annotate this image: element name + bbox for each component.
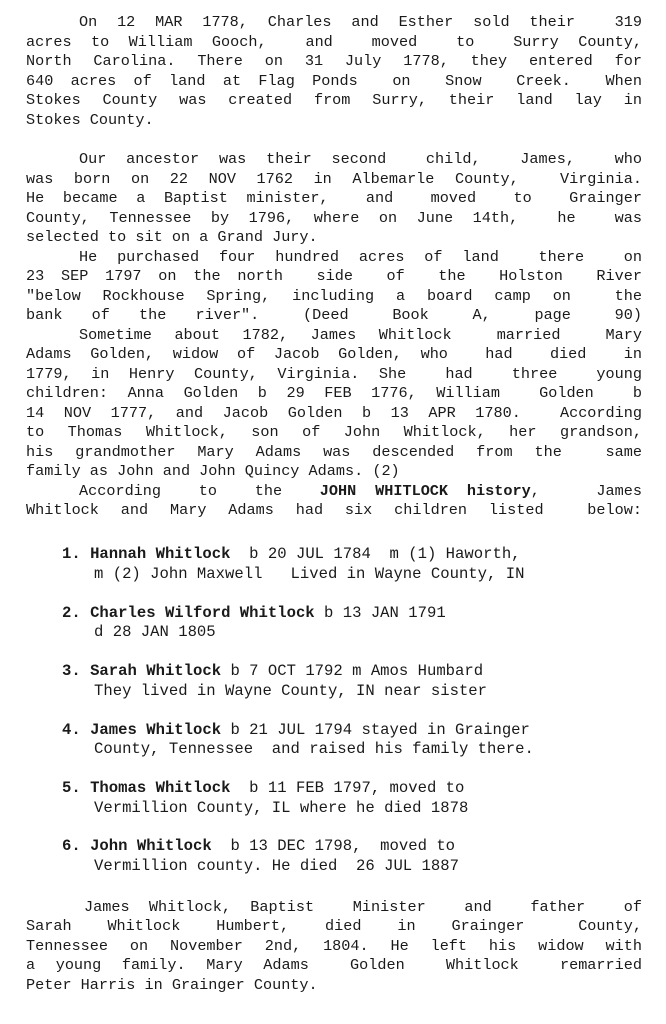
text-line: North Carolina. There on 31 July 1778, they entered for bbox=[26, 52, 642, 70]
child-name: Hannah Whitlock bbox=[90, 545, 231, 563]
text-line: a young family. Mary Adams Golden Whitlock remarried bbox=[26, 956, 642, 974]
text-line: to Thomas Whitlock, son of John Whitlock, her grandson, bbox=[26, 423, 642, 441]
text-line: 23 SEP 1797 on the north side of the Holston River bbox=[26, 267, 642, 285]
text-line: Our ancestor was their second child, James, who bbox=[79, 150, 642, 168]
child-details: b 13 DEC 1798, moved to bbox=[211, 837, 456, 855]
text-line: "below Rockhouse Spring, including a board camp on the bbox=[26, 287, 642, 305]
list-item-line bbox=[62, 721, 622, 741]
child-details: b 7 OCT 1792 m Amos Humbard bbox=[221, 662, 484, 680]
text-line bbox=[79, 482, 642, 502]
list-item-line: They lived in Wayne County, IN near sister bbox=[94, 682, 488, 700]
list-number: 3. bbox=[62, 662, 81, 680]
text-line: family as John and John Quincy Adams. (2) bbox=[26, 462, 400, 480]
list-item-line bbox=[62, 779, 622, 799]
text-line: Sarah Whitlock Humbert, died in Grainger County, bbox=[26, 917, 642, 935]
child-name: Thomas Whitlock bbox=[90, 779, 231, 797]
text-line: bank of the river". (Deed Book A, page 90) bbox=[26, 306, 642, 324]
text-line: Whitlock and Mary Adams had six children listed below: bbox=[26, 501, 642, 519]
text-line: children: Anna Golden b 29 FEB 1776, William Golden b bbox=[26, 384, 642, 402]
text-line: 1779, in Henry County, Virginia. She had three young bbox=[26, 365, 642, 383]
text-line: his grandmother Mary Adams was descended from the same bbox=[26, 443, 642, 461]
child-details: b 13 JAN 1791 bbox=[314, 604, 446, 622]
child-details: b 20 JUL 1784 m (1) Haworth, bbox=[230, 545, 521, 563]
list-item-line: County, Tennessee and raised his family there. bbox=[94, 740, 534, 758]
list-item-line: m (2) John Maxwell Lived in Wayne County, IN bbox=[94, 565, 525, 583]
child-name: Sarah Whitlock bbox=[90, 662, 222, 680]
list-item-line bbox=[62, 837, 622, 857]
text-line: Stokes County. bbox=[26, 111, 154, 129]
list-item-line bbox=[62, 662, 622, 682]
text-line: selected to sit on a Grand Jury. bbox=[26, 228, 318, 246]
text-line: acres to William Gooch, and moved to Surry County, bbox=[26, 33, 642, 51]
list-item-line bbox=[62, 604, 622, 624]
text-line: 640 acres of land at Flag Ponds on Snow Creek. When bbox=[26, 72, 642, 90]
text-line: 14 NOV 1777, and Jacob Golden b 13 APR 1780. According bbox=[26, 404, 642, 422]
list-item-line bbox=[62, 545, 622, 565]
text-line: On 12 MAR 1778, Charles and Esther sold their 319 bbox=[79, 13, 642, 31]
child-name: John Whitlock bbox=[90, 837, 212, 855]
history-title: JOHN WHITLOCK history bbox=[319, 482, 531, 500]
text-line: Adams Golden, widow of Jacob Golden, who had died in bbox=[26, 345, 642, 363]
list-item-line: Vermillion County, IL where he died 1878 bbox=[94, 799, 469, 817]
text-line: He became a Baptist minister, and moved to Grainger bbox=[26, 189, 642, 207]
list-number: 2. bbox=[62, 604, 81, 622]
text-line: was born on 22 NOV 1762 in Albemarle County, Virginia. bbox=[26, 170, 642, 188]
text-line: Tennessee on November 2nd, 1804. He left his widow with bbox=[26, 937, 642, 955]
text-line: Sometime about 1782, James Whitlock married Mary bbox=[79, 326, 642, 344]
text-span: , James bbox=[530, 482, 642, 500]
child-details: b 21 JUL 1794 stayed in Grainger bbox=[221, 721, 530, 739]
list-item-line: d 28 JAN 1805 bbox=[94, 623, 216, 641]
text-line: He purchased four hundred acres of land there on bbox=[79, 248, 642, 266]
list-number: 4. bbox=[62, 721, 81, 739]
text-line: Stokes County was created from Surry, their land lay in bbox=[26, 91, 642, 109]
list-number: 1. bbox=[62, 545, 81, 563]
text-span: According to the bbox=[79, 482, 320, 500]
text-line: James Whitlock, Baptist Minister and father of bbox=[84, 898, 642, 916]
child-details: b 11 FEB 1797, moved to bbox=[230, 779, 465, 797]
list-number: 5. bbox=[62, 779, 81, 797]
list-item-line: Vermillion county. He died 26 JUL 1887 bbox=[94, 857, 459, 875]
child-name: Charles Wilford Whitlock bbox=[90, 604, 315, 622]
text-line: Peter Harris in Grainger County. bbox=[26, 976, 318, 994]
text-line: County, Tennessee by 1796, where on June 14th, he was bbox=[26, 209, 642, 227]
list-number: 6. bbox=[62, 837, 81, 855]
child-name: James Whitlock bbox=[90, 721, 222, 739]
